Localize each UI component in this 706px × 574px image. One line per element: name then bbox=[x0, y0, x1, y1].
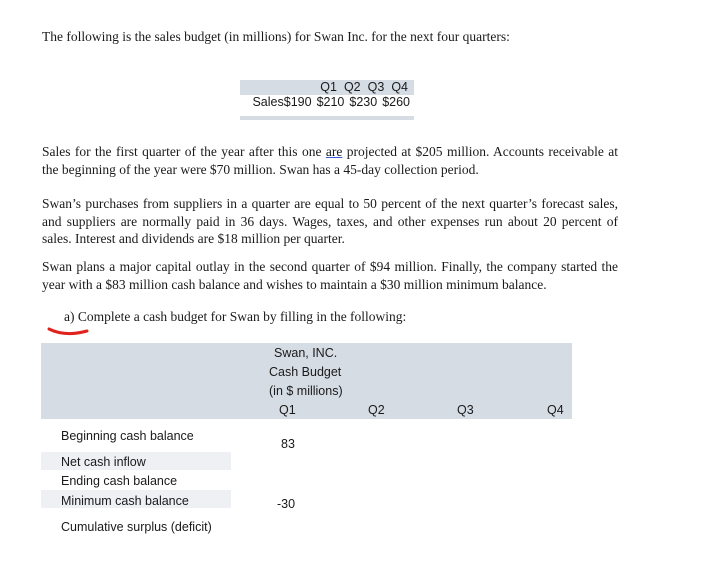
sales-value: $260 bbox=[382, 95, 410, 109]
sales-values-row bbox=[240, 95, 414, 113]
cash-budget-units: (in $ millions) bbox=[269, 384, 343, 398]
paragraph-text: projected at $205 million. Accounts receivable at the beginning of the year were $70 million. Swan has a 45-day collection period. bbox=[42, 144, 618, 177]
paragraph-purchases: Swan’s purchases from suppliers in a quarter are equal to 50 percent of the next quarter’s forecast sales, and suppliers are normally paid in 36 days. Wages, taxes, and other expenses run about 20 percent of sales. Interest and dividends are $18 million per quarter. bbox=[42, 196, 618, 246]
sales-value: $210 bbox=[316, 95, 345, 109]
value-beginning-q1: 83 bbox=[281, 437, 295, 451]
grammar-flagged-word: are bbox=[325, 144, 343, 159]
row-label-cumulative-surplus: Cumulative surplus (deficit) bbox=[61, 520, 212, 534]
sales-table-bottom-rule bbox=[240, 116, 414, 120]
cash-budget-quarter-q4: Q4 bbox=[547, 403, 564, 417]
sales-row-label: Sales bbox=[252, 95, 284, 109]
cash-budget-quarter-q3: Q3 bbox=[457, 403, 474, 417]
sales-value: $190 bbox=[283, 95, 312, 109]
sales-quarter-header: Q1 bbox=[320, 80, 337, 94]
sales-quarter-header: Q3 bbox=[367, 80, 385, 94]
question-a: a) Complete a cash budget for Swan by filling in the following: bbox=[64, 309, 407, 324]
sales-value: $230 bbox=[349, 95, 378, 109]
row-label-net-cash-inflow: Net cash inflow bbox=[61, 455, 146, 469]
sales-quarter-header: Q2 bbox=[343, 80, 361, 94]
cash-budget-title: Cash Budget bbox=[269, 365, 342, 379]
row-label-minimum-cash: Minimum cash balance bbox=[61, 494, 189, 508]
intro-text: The following is the sales budget (in millions) for Swan Inc. for the next four quarters: bbox=[42, 29, 510, 44]
paragraph-capital-outlay: Swan plans a major capital outlay in the second quarter of $94 million. Finally, the company started the year with a $83 million cash balance and wishes to maintain a $30 million minimum balance. bbox=[42, 259, 618, 292]
row-label-ending-cash: Ending cash balance bbox=[61, 474, 178, 488]
paragraph-text: Sales for the first quarter of the year after this one bbox=[42, 144, 326, 159]
sales-quarter-header-row bbox=[240, 80, 414, 95]
cash-budget-quarter-q2: Q2 bbox=[368, 403, 385, 417]
value-minimum-q1: -30 bbox=[277, 497, 296, 511]
row-label-beginning-cash: Beginning cash balance bbox=[61, 429, 194, 443]
red-underline-mark bbox=[47, 325, 91, 337]
paragraph-sales-receivables bbox=[42, 143, 618, 178]
sales-quarter-header: Q4 bbox=[391, 80, 408, 94]
sales-budget-table bbox=[240, 80, 414, 120]
cash-budget-company: Swan, INC. bbox=[274, 346, 338, 360]
cash-budget-quarter-q1: Q1 bbox=[279, 403, 296, 417]
